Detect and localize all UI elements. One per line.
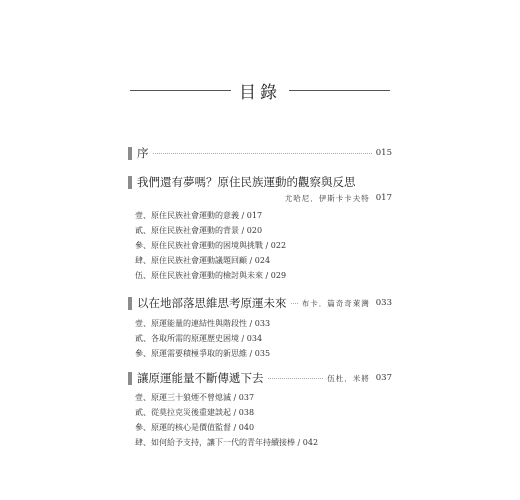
list-item[interactable]: 參、原運的核心是價值監督 / 040 (135, 423, 255, 432)
list-item[interactable]: 肆、原住民族社會運動議題回顧 / 024 (135, 256, 271, 265)
section-entries (135, 208, 385, 283)
toc-section-1[interactable] (128, 174, 392, 190)
title-rule-left (130, 90, 231, 91)
list-item[interactable]: 壹、原住民族社會運動的意義 / 017 (135, 211, 263, 220)
list-item[interactable]: 肆、如何給予支持，讓下一代的青年持續接棒 / 042 (135, 438, 319, 447)
list-item[interactable]: 貳、各取所需的原運歷史困境 / 034 (135, 334, 263, 343)
section-marker (128, 147, 132, 160)
section-byline (128, 192, 392, 204)
section-author: 伍杜．米將 (327, 373, 370, 383)
toc-title (130, 79, 390, 101)
toc-entry-preface[interactable] (128, 145, 392, 161)
leader-dots (268, 378, 324, 379)
page-number: 033 (375, 298, 392, 308)
toc-section-2[interactable] (128, 295, 392, 311)
section-marker (128, 372, 132, 385)
section-entries (135, 390, 385, 450)
page-title: 目錄 (239, 82, 281, 103)
list-item[interactable]: 伍、原住民族社會運動的檢討與未來 / 029 (135, 271, 287, 280)
page-number: 017 (375, 193, 392, 203)
section-title: 序 (137, 146, 149, 160)
section-entries (135, 316, 385, 361)
title-rule-right (289, 90, 390, 91)
list-item[interactable]: 參、原運需要積極爭取的新思維 / 035 (135, 349, 271, 358)
leader-dots (291, 303, 298, 304)
leader-dots (153, 153, 372, 154)
toc-section-3[interactable] (128, 370, 392, 386)
section-title: 以在地部落思維思考原運未來 (137, 296, 287, 310)
section-marker (128, 176, 132, 189)
section-title: 讓原運能量不斷傳遞下去 (137, 371, 264, 385)
list-item[interactable]: 壹、原運能量的連結性與階段性 / 033 (135, 319, 271, 328)
page-number: 015 (375, 148, 392, 158)
section-author: 尤哈尼．伊斯卡卡夫特 (284, 193, 370, 203)
page-number: 037 (375, 373, 392, 383)
list-item[interactable]: 貳、原住民族社會運動的背景 / 020 (135, 226, 263, 235)
list-item[interactable]: 參、原住民族社會運動的困境與挑戰 / 022 (135, 241, 287, 250)
section-marker (128, 297, 132, 310)
section-author: 布卡．篇奇奇萊灣 (301, 298, 370, 308)
section-title: 我們還有夢嗎？原住民族運動的觀察與反思 (137, 175, 356, 189)
list-item[interactable]: 壹、原運三十狼煙不曾熄滅 / 037 (135, 393, 255, 402)
list-item[interactable]: 貳、從莫拉克災後重建談起 / 038 (135, 408, 255, 417)
